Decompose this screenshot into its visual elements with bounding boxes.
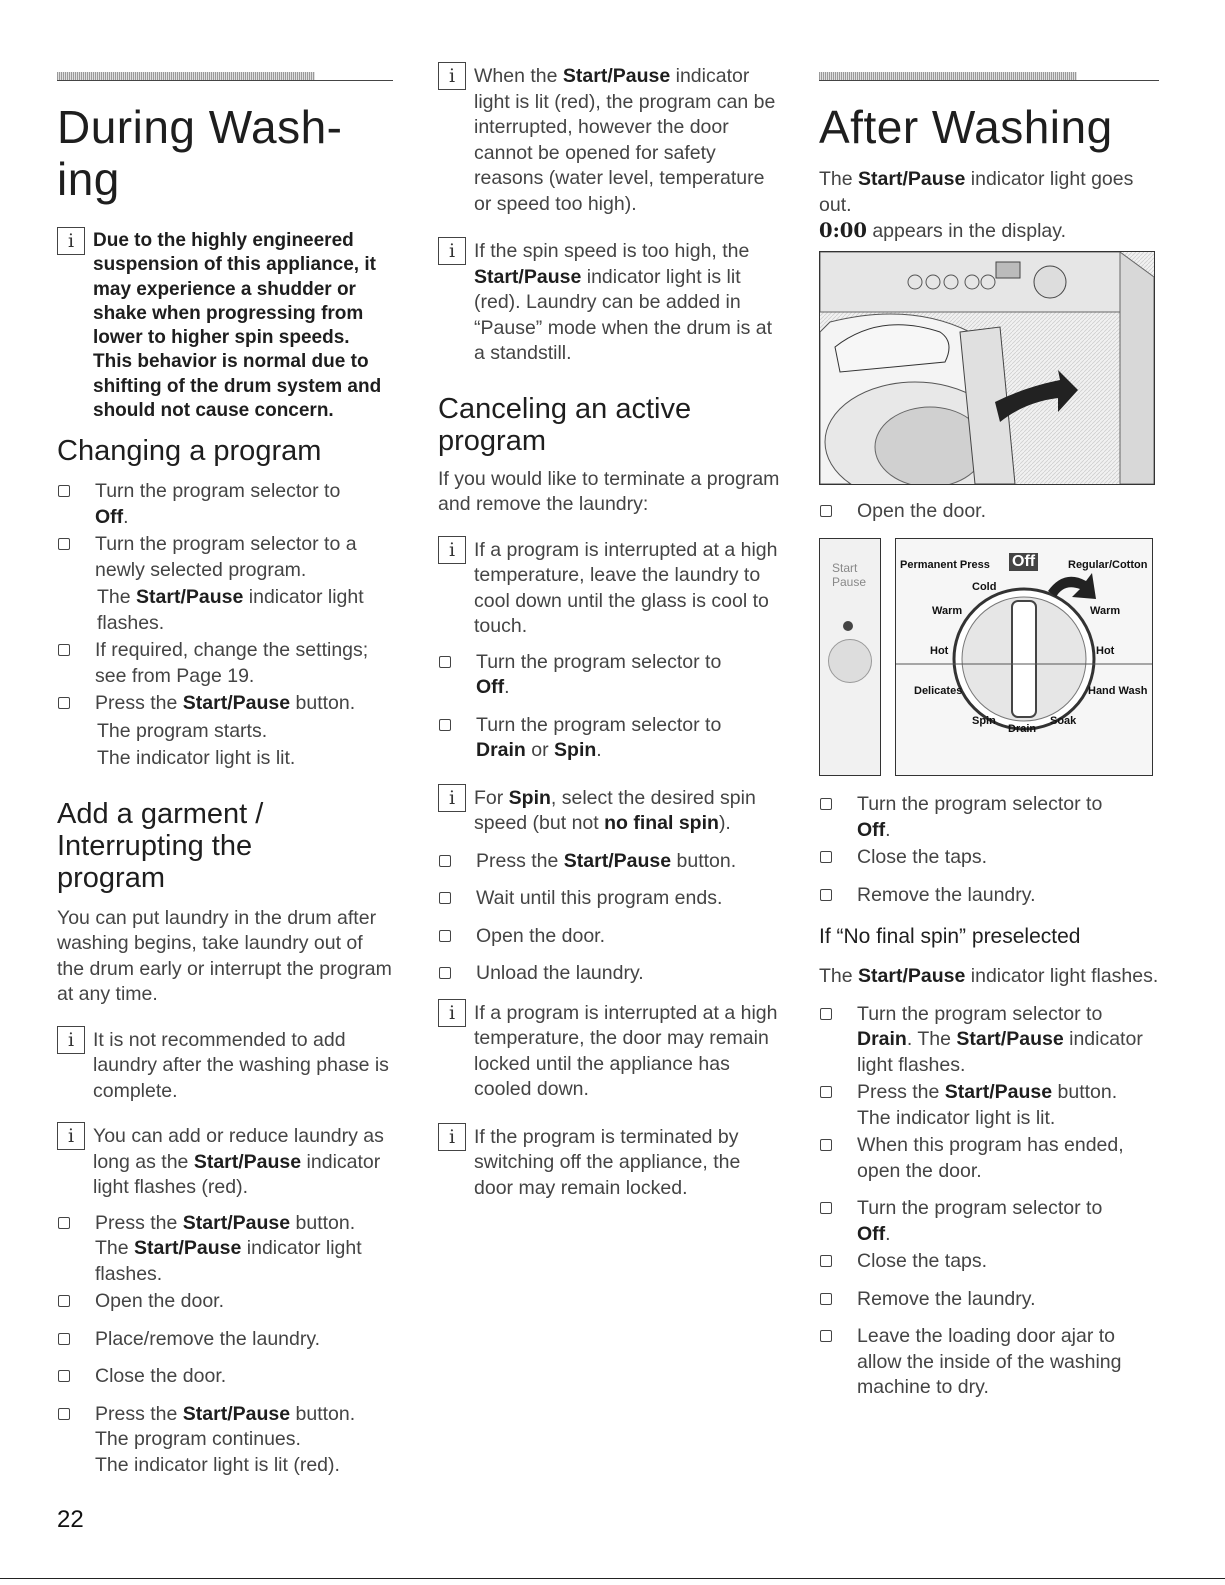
- regular-cotton-label: Regular/Cotton: [1068, 559, 1148, 571]
- list-item: Place/remove the laundry.: [57, 1327, 393, 1353]
- checkbox-icon: [820, 1086, 832, 1098]
- start-label: Start: [832, 561, 858, 575]
- checkbox-icon: [439, 892, 451, 904]
- checkbox-icon: [820, 1255, 832, 1267]
- heading-add-garment: Add a garment / Interrupting the program: [57, 797, 264, 894]
- drain-label: Drain: [1008, 723, 1037, 735]
- checkbox-icon: [58, 1370, 70, 1382]
- checkbox-icon: [439, 656, 451, 668]
- checkbox-icon: [58, 1408, 70, 1420]
- info-note: i If the spin speed is too high, the Start/Pause indicator light is lit (red). Laundry can be added in “Pause” mode when the drum is at a standstill.: [438, 239, 783, 367]
- washer-door-photo: [819, 251, 1155, 485]
- checkbox-icon: [58, 485, 70, 497]
- step-result: The program starts.: [97, 719, 268, 742]
- checkbox-icon: [820, 851, 832, 863]
- program-selector-diagram: [819, 538, 1153, 774]
- list-item: Close the door.: [57, 1364, 393, 1390]
- checkbox-icon: [820, 1008, 832, 1020]
- info-icon: i: [438, 536, 466, 564]
- list-item: Wait until this program ends.: [438, 886, 783, 912]
- checkbox-icon: [58, 644, 70, 656]
- column-middle: [438, 0, 783, 1201]
- info-icon: i: [438, 1123, 466, 1151]
- washer-door-illustration: [820, 252, 1154, 484]
- warm-right-label: Warm: [1090, 605, 1121, 617]
- section-intro: You can put laundry in the drum after washing begins, take laundry out of the drum early or interrupt the program at any time.: [57, 906, 392, 1006]
- list-item: Turn the program selector to Off.: [57, 479, 393, 530]
- step-result: The Start/Pause indicator light flashes.: [97, 586, 364, 634]
- checkbox-icon: [58, 697, 70, 709]
- section-intro: If you would like to terminate a program and remove the laundry:: [438, 467, 780, 515]
- section-rule: [819, 72, 1159, 81]
- checkbox-icon: [58, 538, 70, 550]
- page-number: 22: [57, 1506, 84, 1533]
- list-item: Open the door.: [57, 1289, 393, 1315]
- list-item: Close the taps.: [819, 845, 1159, 871]
- cold-label: Cold: [972, 581, 997, 593]
- info-note: i If a program is interrupted at a high temperature, the door may remain locked until the appliance has cooled down.: [438, 1001, 783, 1103]
- list-item: Turn the program selector to Drain. The Start/Pause indicator light flashes.: [819, 1002, 1159, 1079]
- page-title-after-washing: After Washing: [819, 101, 1113, 153]
- heading-changing-program: Changing a program: [57, 435, 322, 468]
- list-item: Unload the laundry.: [438, 961, 783, 987]
- note-text: Due to the highly engineered suspension of this appliance, it may experience a shudder or shake when progressing from lower to higher spin speeds. This behavior is normal due to shifting of the drum system and should not cause concern.: [93, 230, 382, 422]
- indicator-light-icon: [843, 621, 853, 631]
- checkbox-icon: [820, 1139, 832, 1151]
- info-icon: i: [57, 1122, 85, 1150]
- list-item: Turn the program selector to Off.: [438, 650, 783, 701]
- checkbox-icon: [58, 1217, 70, 1229]
- list-item: Press the Start/Pause button.: [438, 849, 783, 875]
- info-icon: i: [438, 999, 466, 1027]
- paragraph: The Start/Pause indicator light flashes.: [819, 965, 1159, 987]
- checkbox-icon: [439, 930, 451, 942]
- step-result: The indicator light is lit.: [97, 747, 296, 770]
- info-note: i For Spin, select the desired spin speed (but not no final spin).: [438, 786, 783, 837]
- list-item: Turn the program selector to Drain or Spin.: [438, 713, 783, 764]
- list-item: When this program has ended, open the door.: [819, 1133, 1159, 1184]
- off-label: Off: [1009, 553, 1038, 571]
- checkbox-icon: [439, 855, 451, 867]
- checkbox-icon: [820, 1202, 832, 1214]
- info-note: i If a program is interrupted at a high temperature, leave the laundry to cool down until the glass is cool to touch.: [438, 538, 783, 640]
- hand-wash-label: Hand Wash: [1088, 685, 1148, 697]
- checkbox-icon: [820, 1293, 832, 1305]
- column-right: [819, 0, 1159, 1401]
- info-icon: i: [57, 227, 85, 255]
- checkbox-icon: [58, 1333, 70, 1345]
- info-icon: i: [438, 237, 466, 265]
- start-pause-button: [828, 639, 872, 683]
- info-note: i If the program is terminated by switching off the appliance, the door may remain locked.: [438, 1125, 783, 1202]
- paragraph: 0:00 appears in the display.: [819, 219, 1067, 242]
- checkbox-icon: [439, 967, 451, 979]
- checkbox-icon: [820, 1330, 832, 1342]
- delicates-label: Delicates: [914, 685, 963, 697]
- checkbox-icon: [820, 798, 832, 810]
- column-left: [57, 0, 393, 1478]
- section-rule: [57, 72, 393, 81]
- heading-canceling-program: Canceling an active program: [438, 392, 692, 457]
- page-title-during-washing: During Wash- ing: [57, 101, 343, 205]
- soak-label: Soak: [1050, 715, 1077, 727]
- list-item: Turn the program selector to Off.: [819, 1196, 1159, 1247]
- list-item: Press the Start/Pause button. The Start/Pause indicator light flashes.: [57, 1211, 393, 1288]
- list-item: Turn the program selector to Off.: [819, 792, 1159, 843]
- info-note: i When the Start/Pause indicator light is lit (red), the program can be interrupted, however the door cannot be opened for safety reasons (water level, temperature or speed too high).: [438, 64, 783, 217]
- start-pause-panel: [819, 538, 881, 776]
- dial-panel: [895, 538, 1153, 776]
- list-item: Press the Start/Pause button.: [57, 691, 393, 717]
- pause-label: Pause: [832, 575, 867, 589]
- paragraph: The Start/Pause indicator light goes out.: [819, 168, 1134, 216]
- info-icon: i: [438, 62, 466, 90]
- list-item: Remove the laundry.: [819, 883, 1159, 909]
- checkbox-icon: [820, 889, 832, 901]
- list-item: Press the Start/Pause button. The indicator light is lit.: [819, 1080, 1159, 1131]
- info-icon: i: [438, 784, 466, 812]
- list-item: Close the taps.: [819, 1249, 1159, 1275]
- list-item: Leave the loading door ajar to allow the inside of the washing machine to dry.: [819, 1324, 1159, 1401]
- hot-right-label: Hot: [1096, 645, 1115, 657]
- list-item: Press the Start/Pause button. The program continues. The indicator light is lit (red).: [57, 1402, 393, 1479]
- checkbox-icon: [439, 719, 451, 731]
- spin-label: Spin: [972, 715, 996, 727]
- list-item: Turn the program selector to a newly selected program.: [57, 532, 393, 583]
- heading-no-final-spin: If “No final spin” preselected: [819, 925, 1081, 948]
- checkbox-icon: [58, 1295, 70, 1307]
- list-item: Open the door.: [438, 924, 783, 950]
- bottom-rule: [0, 1578, 1225, 1579]
- dial-illustration: [896, 539, 1152, 775]
- info-note: i It is not recommended to add laundry after the washing phase is complete.: [57, 1028, 393, 1105]
- list-item: Remove the laundry.: [819, 1287, 1159, 1313]
- warm-left-label: Warm: [932, 605, 963, 617]
- list-item: If required, change the settings; see from Page 19.: [57, 638, 393, 689]
- checkbox-icon: [820, 505, 832, 517]
- list-item: Open the door.: [819, 499, 1159, 525]
- hot-left-label: Hot: [930, 645, 949, 657]
- info-icon: i: [57, 1026, 85, 1054]
- info-note: [57, 229, 393, 423]
- info-note: i You can add or reduce laundry as long as the Start/Pause indicator light flashes (red).: [57, 1124, 393, 1201]
- permanent-press-label: Permanent Press: [900, 559, 990, 571]
